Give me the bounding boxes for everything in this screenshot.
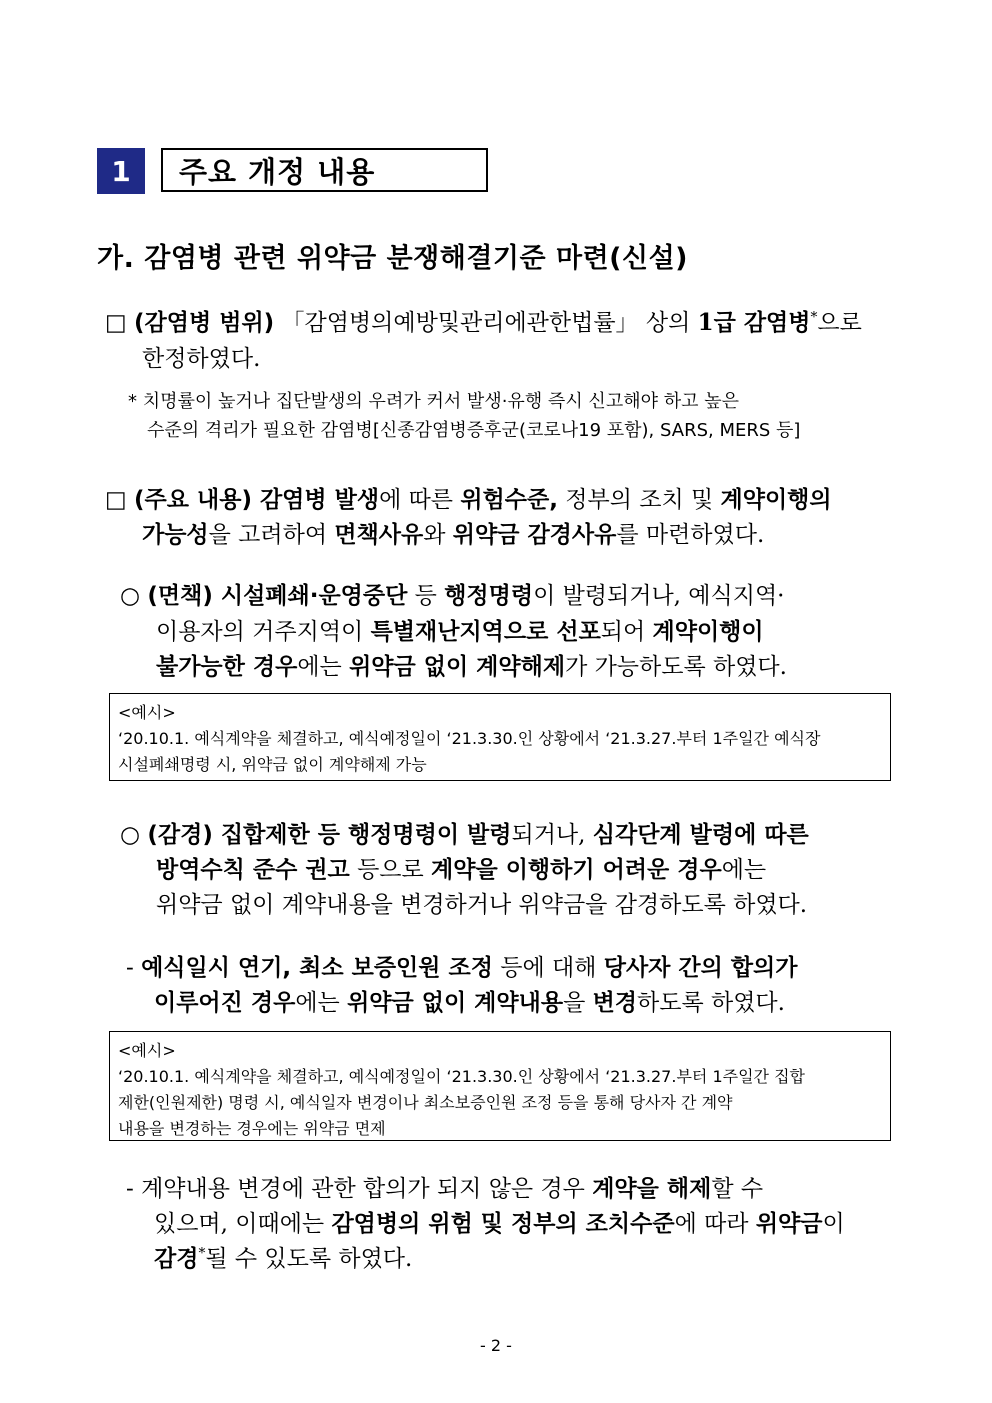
main-content-label: (주요 내용) 감염병 발생: [134, 487, 380, 513]
scope-end-text: 으로: [817, 310, 862, 336]
example-label: <예시>: [118, 703, 176, 722]
text-run: 에는: [297, 654, 350, 680]
block2-line1: [105, 481, 832, 514]
bold-run: 방역수칙 준수 권고: [156, 857, 350, 883]
scope-label: (감염병 범위): [134, 310, 275, 336]
text-run: 정부의 조치 및: [557, 487, 721, 513]
block3-line2: [156, 613, 764, 646]
text-run: 있으며, 이때에는: [154, 1211, 332, 1237]
footnote-asterisk: *: [128, 391, 137, 412]
text-run: 하도록 하였다.: [637, 990, 785, 1016]
text-run: 이: [822, 1211, 845, 1237]
bold-run: 변경: [592, 990, 638, 1016]
example-box-1: [109, 693, 891, 781]
text-run: 할 수: [711, 1176, 764, 1202]
block3-line3: [156, 648, 787, 681]
text-run: 이 발령되거나, 예식지역·: [533, 583, 785, 609]
footnote-text-1: 치명률이 높거나 집단발생의 우려가 커서 발생·유행 즉시 신고해야 하고 높은: [142, 391, 739, 412]
text-run: 에 따라: [674, 1211, 756, 1237]
text-run: 을: [563, 990, 593, 1016]
bold-run: 감염병의 위험 및 정부의 조치수준: [331, 1211, 675, 1237]
circle-bullet-icon: ○: [120, 583, 141, 609]
bold-run: 당사자 간의 합의가: [603, 955, 798, 981]
block4-line3: 위약금 없이 계약내용을 변경하거나 위약금을 감경하도록 하였다.: [156, 892, 808, 918]
bold-run: 위약금 없이 계약내용: [347, 990, 564, 1016]
example-text-line: 제한(인원제한) 명령 시, 예식일자 변경이나 최소보증인원 조정 등을 통해 당사자 간 계약: [118, 1093, 733, 1112]
text-run: 을 고려하여: [208, 522, 335, 548]
footnote-mark: *: [810, 309, 818, 326]
footnote-line2: 수준의 격리가 필요한 감염병[신종감염병증후군(코로나19 포함), SARS, MERS 등]: [147, 420, 801, 441]
scope-class1-text: 1급 감염병: [697, 309, 811, 336]
text-run: 등: [407, 583, 445, 609]
bold-run: 이루어진 경우: [154, 990, 296, 1016]
bold-run: 예식일시 연기, 최소 보증인원 조정: [141, 955, 493, 981]
example-text-line: ‘20.10.1. 예식계약을 체결하고, 예식예정일이 ‘21.3.30.인 상황에서 ‘21.3.27.부터 1주일간 집합: [118, 1067, 805, 1086]
bold-run: 불가능한 경우: [156, 654, 298, 680]
sub-heading: 가. 감염병 관련 위약금 분쟁해결기준 마련(신설): [97, 243, 688, 274]
block6-line1: [126, 1170, 763, 1203]
bold-run: 계약을 해제: [592, 1176, 712, 1202]
text-run: 와: [423, 522, 453, 548]
example-text-line: 시설폐쇄명령 시, 위약금 없이 계약해제 가능: [118, 755, 427, 774]
block5-line1: [126, 949, 798, 982]
dash-bullet-icon: -: [126, 1176, 134, 1202]
bold-run: 계약이행의: [720, 487, 832, 513]
example-text-line: ‘20.10.1. 예식계약을 체결하고, 예식예정일이 ‘21.3.30.인 상황에서 ‘21.3.27.부터 1주일간 예식장: [118, 729, 821, 748]
square-bullet-icon: □: [105, 310, 127, 336]
section-number-badge: 1: [97, 148, 145, 194]
page-number: - 2 -: [480, 1336, 512, 1355]
bold-run: (감경) 집합제한 등 행정명령이 발령: [147, 822, 512, 848]
block6-line3: [154, 1240, 412, 1273]
block3-line1: [120, 577, 785, 610]
bold-run: 위험수준,: [460, 487, 558, 513]
block6-line2: [154, 1205, 845, 1238]
bold-run: 감경: [154, 1246, 199, 1272]
footnote-mark: *: [198, 1245, 206, 1262]
block2-line2: [142, 516, 764, 549]
bold-run: 면책사유: [334, 522, 424, 548]
circle-bullet-icon: ○: [120, 822, 141, 848]
bold-run: (면책) 시설폐쇄·운영중단: [147, 583, 408, 609]
bold-run: 심각단계 발령에 따른: [592, 822, 809, 848]
text-run: 될 수 있도록 하였다.: [205, 1246, 413, 1272]
example-box-2: [109, 1031, 891, 1141]
example-label: <예시>: [118, 1041, 176, 1060]
bold-run: 행정명령: [444, 583, 534, 609]
text-run: 에 따른: [379, 487, 461, 513]
block1-line2: 한정하였다.: [142, 346, 261, 372]
scope-law-text: 「감염병의예방및관리에관한법률」 상의: [281, 310, 698, 336]
bold-run: 위약금 없이 계약해제: [349, 654, 566, 680]
dash-bullet-icon: -: [126, 955, 134, 981]
text-run: 등에 대해: [492, 955, 604, 981]
text-run: 를 마련하였다.: [616, 522, 765, 548]
text-run: 에는: [721, 857, 767, 883]
block1-line1: [105, 304, 862, 337]
text-run: 되어: [600, 619, 653, 645]
section-title: 주요 개정 내용: [161, 148, 488, 192]
bold-run: 계약을 이행하기 어려운 경우: [431, 857, 722, 883]
bold-run: 계약이행이: [652, 619, 764, 645]
text-run: 이용자의 거주지역이: [156, 619, 371, 645]
text-run: 되거나,: [511, 822, 593, 848]
block4-line1: [120, 816, 809, 849]
block5-line2: [154, 984, 785, 1017]
bold-run: 위약금 감경사유: [452, 522, 617, 548]
example-text-line: 내용을 변경하는 경우에는 위약금 면제: [118, 1119, 386, 1138]
block4-line2: [156, 851, 766, 884]
text-run: 가 가능하도록 하였다.: [565, 654, 787, 680]
bold-run: 특별재난지역으로 선포: [370, 619, 601, 645]
footnote-line1: [128, 387, 739, 413]
bold-run: 가능성: [142, 522, 209, 548]
square-bullet-icon: □: [105, 487, 127, 513]
text-run: 계약내용 변경에 관한 합의가 되지 않은 경우: [141, 1176, 593, 1202]
bold-run: 위약금: [755, 1211, 823, 1237]
text-run: 등으로: [349, 857, 432, 883]
text-run: 에는: [295, 990, 348, 1016]
